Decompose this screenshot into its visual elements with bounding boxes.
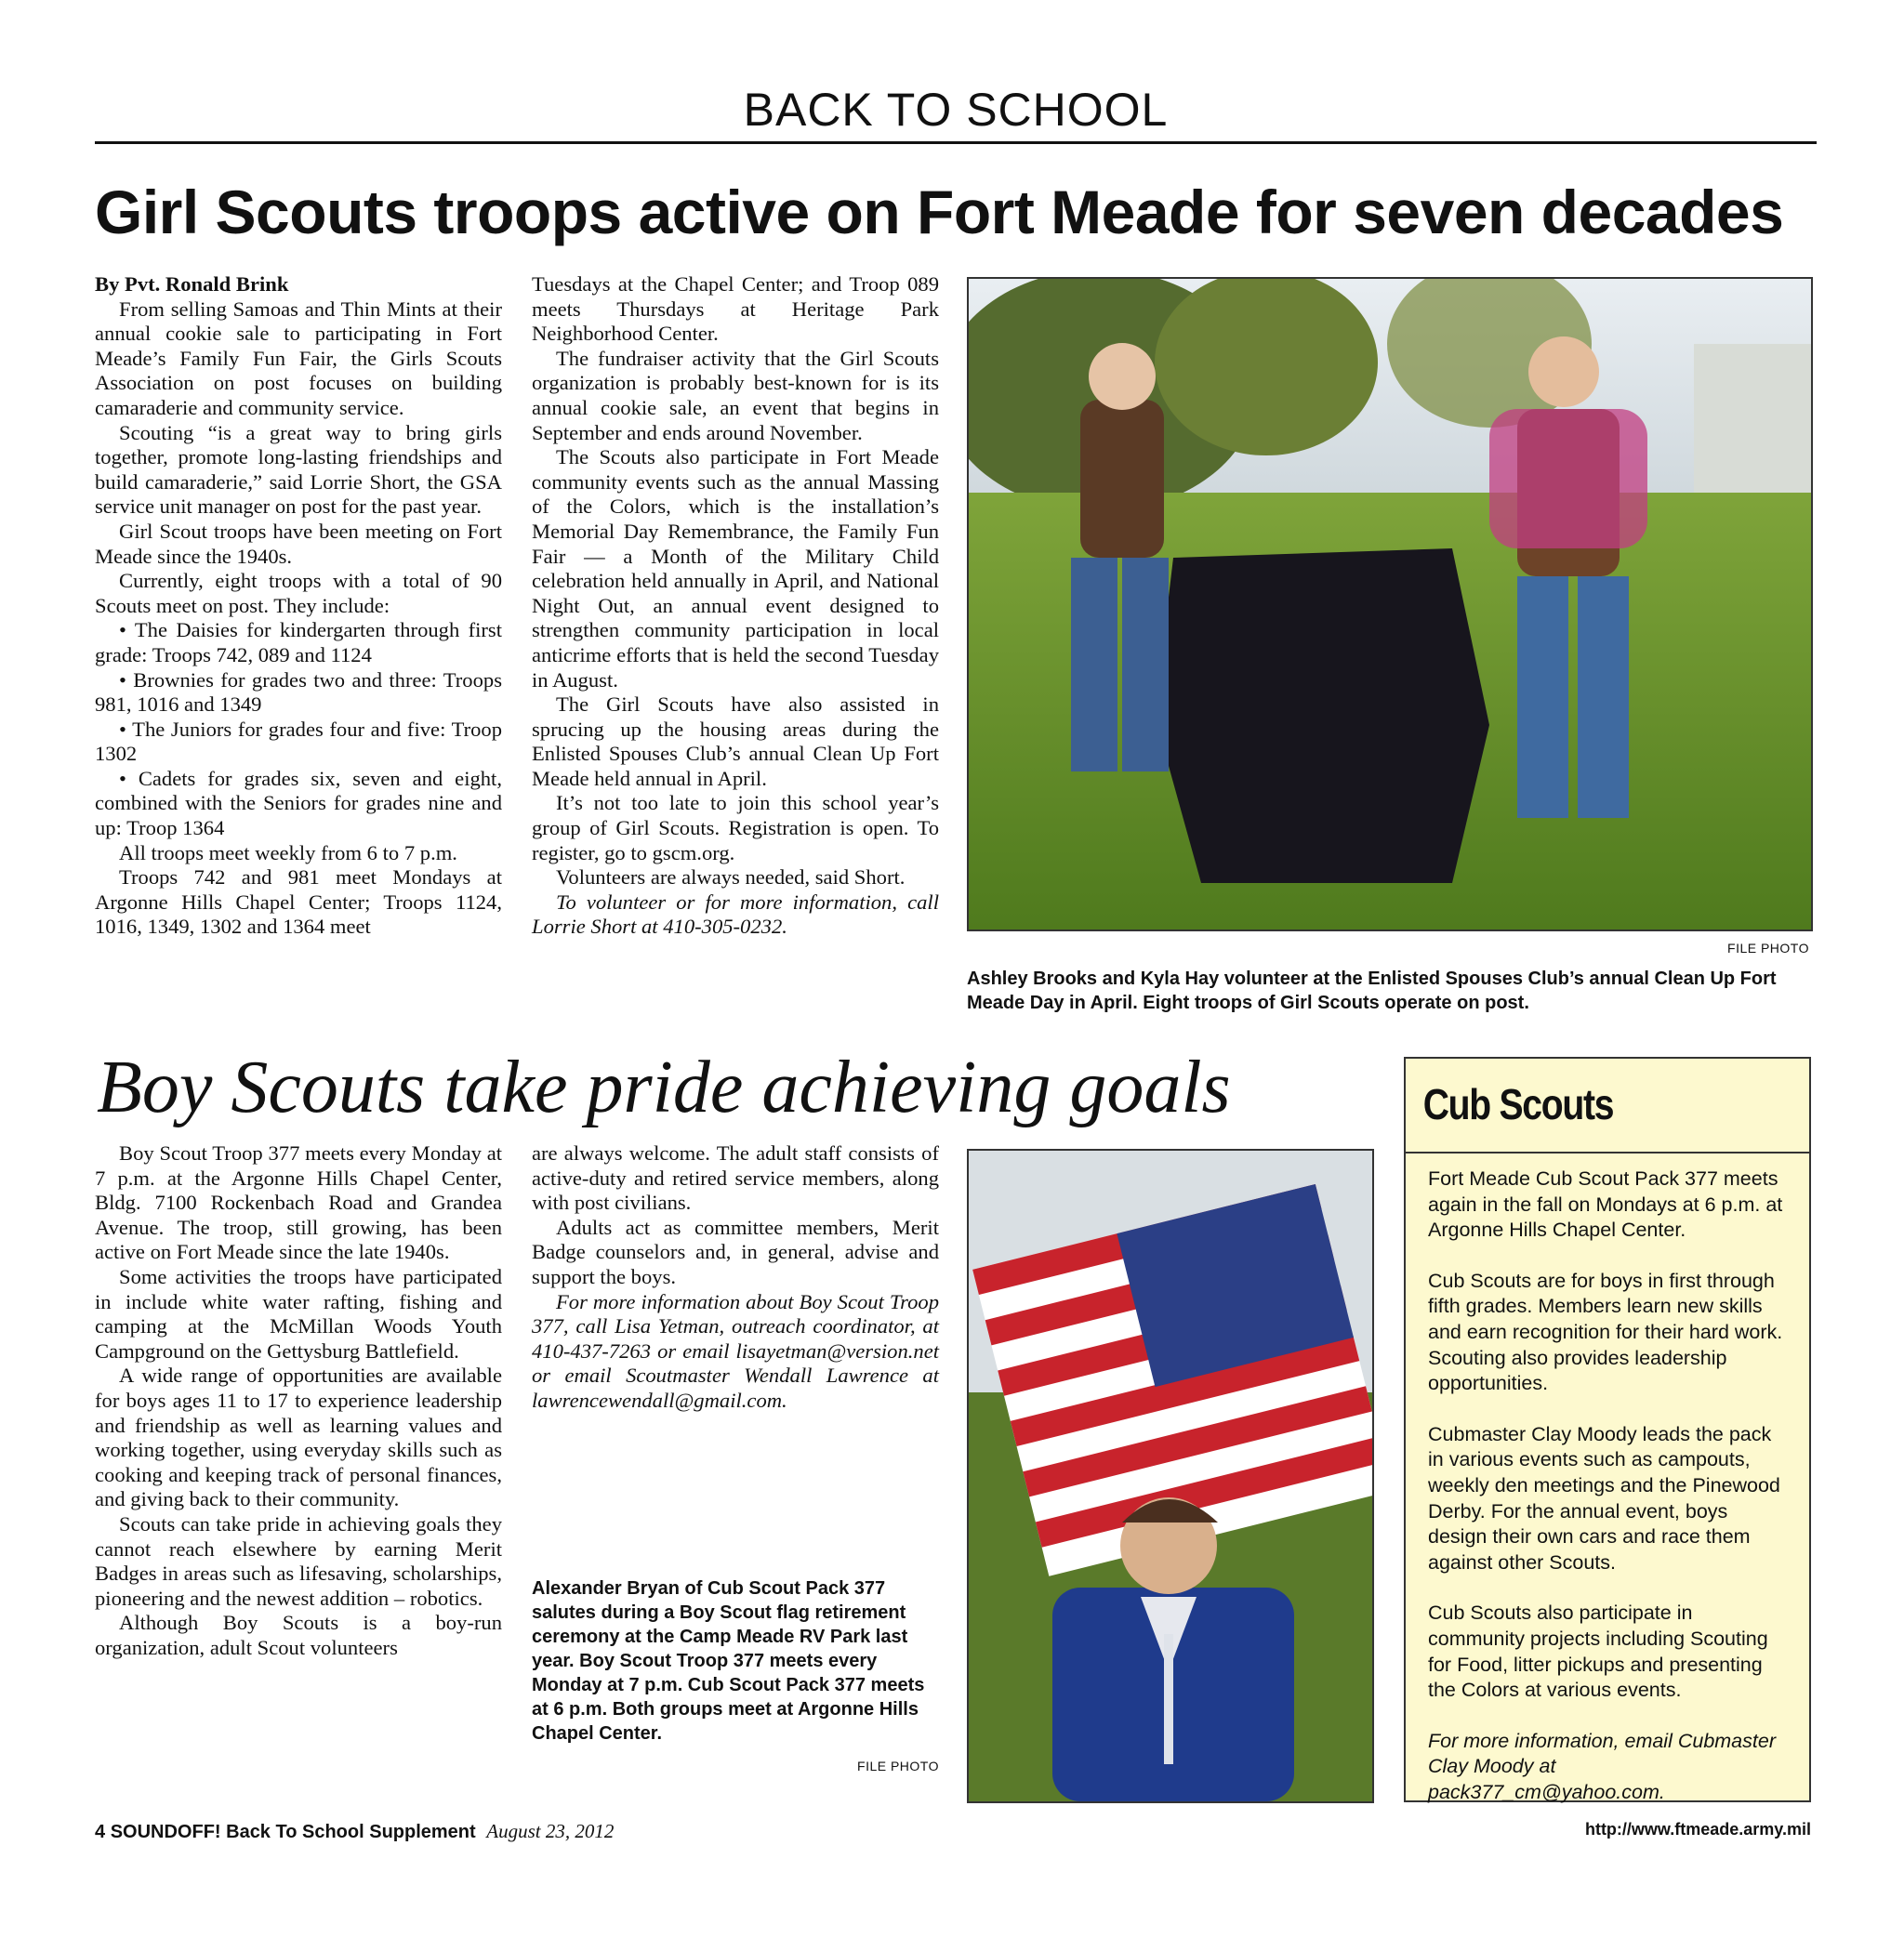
sidebar-title: Cub Scouts [1422, 1080, 1614, 1128]
paragraph: Currently, eight troops with a total of 90 Scouts meet on post. They include: [95, 569, 502, 617]
sidebar-paragraph: Cubmaster Clay Moody leads the pack in various events such as campouts, weekly den meetings and the Pinewood Derby. For the annual event, boys design their own cars and race them against other Scouts. [1428, 1422, 1780, 1574]
article-column-2 [532, 1141, 939, 1414]
article-column-1 [95, 272, 502, 940]
paragraph: A wide range of opportunities are available for boys ages 11 to 17 to experience leadership and friendship as well as learning values and working together, using everyday skills such as cooking and keeping track of personal finances, and giving back to their community. [95, 1364, 502, 1511]
photo-illustration [969, 1151, 1372, 1801]
section-title: BACK TO SCHOOL [743, 84, 1169, 136]
paragraph: The Scouts also participate in Fort Meade community events such as the annual Massing of the Colors, which is the installation’s Memorial Day Remembrance, the Family Fun Fair — a Month of the Military Child celebration held annually in April, and National Night Out, an annual event designed to strengthen community participation in local anticrime efforts that is held the second Tuesday in August. [532, 445, 939, 692]
photo-illustration [969, 279, 1811, 929]
publication-name: SOUNDOFF! Back To School Supplement [110, 1822, 476, 1842]
photo-credit: FILE PHOTO [1727, 941, 1809, 956]
page-footer [95, 1820, 614, 1843]
article-column-1 [95, 1141, 502, 1660]
paragraph: are always welcome. The adult staff consists of active-duty and retired service members, along with post civilians. [532, 1141, 939, 1215]
paragraph: Tuesdays at the Chapel Center; and Troop 089 meets Thursdays at Heritage Park Neighborhood Center. [532, 272, 939, 346]
sidebar-contact: For more information, email Cubmaster Clay Moody at pack377_cm@yahoo.com. [1428, 1729, 1776, 1803]
list-item: • The Juniors for grades four and five: Troop 1302 [95, 717, 502, 766]
paragraph: Volunteers are always needed, said Short. [556, 865, 906, 890]
page-number: 4 [95, 1822, 106, 1842]
sidebar-paragraph: Cub Scouts are for boys in first through fifth grades. Members learn new skills and earn recognition for their hard work. Scouting also provides leadership opportunities. [1428, 1269, 1783, 1395]
girl-scouts-photo [967, 277, 1813, 931]
paragraph: Although Boy Scouts is a boy-run organization, adult Scout volunteers [95, 1611, 502, 1659]
paragraph: Scouts can take pride in achieving goals they cannot reach elsewhere by earning Merit Badges in areas such as lifesaving, scholarships, pioneering and the newest addition – robotics. [95, 1511, 502, 1610]
paragraph: All troops meet weekly from 6 to 7 p.m. [119, 840, 457, 864]
paragraph: Girl Scout troops have been meeting on Fort Meade since the 1940s. [95, 519, 502, 568]
sidebar-paragraph: Cub Scouts also participate in community projects including Scouting for Food, litter pickups and presenting the Colors at various events. [1428, 1602, 1768, 1702]
article-headline: Girl Scouts troops active on Fort Meade for seven decades [95, 178, 1784, 246]
photo-caption: Ashley Brooks and Kyla Hay volunteer at the Enlisted Spouses Club’s annual Clean Up Fort Meade Day in April. Eight troops of Girl Scouts operate on post. [967, 969, 1777, 1013]
paragraph: Troops 742 and 981 meet Mondays at Argonne Hills Chapel Center; Troops 1124, 1016, 1349, 1302 and 1364 meet [95, 865, 502, 939]
paragraph: The fundraiser activity that the Girl Scouts organization is probably best-known for is its annual cookie sale, an event that begins in September and ends around November. [532, 346, 939, 444]
paragraph: Boy Scout Troop 377 meets every Monday at 7 p.m. at the Argonne Hills Chapel Center, Bldg. 7100 Rockenbach Road and Grandea Avenue. The troop, still growing, has been active on Fort Meade since the late 1940s. [95, 1141, 502, 1264]
photo-caption: Alexander Bryan of Cub Scout Pack 377 salutes during a Boy Scout flag retirement ceremony at the Camp Meade RV Park last year. Boy Scout Troop 377 meets every Monday at 7 p.m. Cub Scout Pack 377 meets at 6 p.m. Both groups meet at Argonne Hills Chapel Center. [532, 1578, 925, 1744]
contact-info: For more information about Boy Scout Troop 377, call Lisa Yetman, outreach coordinator, at 410-437-7263 or email lisayetman@version.net or email Scoutmaster Wendall Lawrence at lawrencewendall@gmail.com. [532, 1289, 939, 1412]
contact-info: To volunteer or for more information, call Lorrie Short at 410-305-0232. [532, 890, 939, 939]
footer-url[interactable]: http://www.ftmeade.army.mil [1584, 1820, 1811, 1839]
list-item: • The Daisies for kindergarten through first grade: Troops 742, 089 and 1124 [95, 618, 502, 666]
list-item: • Brownies for grades two and three: Troops 981, 1016 and 1349 [95, 667, 502, 717]
cub-scout-photo [967, 1149, 1374, 1803]
issue-date: August 23, 2012 [486, 1820, 615, 1842]
cub-scouts-sidebar [1404, 1057, 1811, 1802]
photo-credit: FILE PHOTO [857, 1759, 939, 1773]
list-item: • Cadets for grades six, seven and eight, combined with the Seniors for grades nine and up: Troop 1364 [95, 766, 502, 840]
paragraph: Some activities the troops have participated in include white water rafting, fishing and camping at the McMillan Woods Youth Campground on the Gettysburg Battlefield. [95, 1264, 502, 1363]
paragraph: From selling Samoas and Thin Mints at their annual cookie sale to participating in Fort Meade’s Family Fun Fair, the Girls Scouts Association on post focuses on building camaraderie and community service. [95, 297, 502, 419]
section-header [95, 82, 1817, 144]
byline: By Pvt. Ronald Brink [95, 272, 289, 296]
paragraph: Adults act as committee members, Merit Badge counselors and, in general, advise and support the boys. [532, 1215, 939, 1288]
article-column-2 [532, 272, 939, 940]
paragraph: Scouting “is a great way to bring girls together, promote long-lasting friendships and build camaraderie,” said Lorrie Short, the GSA service unit manager on post for the past year. [95, 420, 502, 519]
paragraph: The Girl Scouts have also assisted in sprucing up the housing areas during the Enlisted Spouses Club’s annual Clean Up Fort Meade held annual in April. [532, 692, 939, 790]
sidebar-paragraph: Fort Meade Cub Scout Pack 377 meets again in the fall on Mondays at 6 p.m. at Argonne Hills Chapel Center. [1428, 1167, 1783, 1242]
paragraph: It’s not too late to join this school year’s group of Girl Scouts. Registration is open. To register, go to gscm.org. [532, 791, 939, 864]
sidebar-body [1406, 1153, 1809, 1805]
article-headline: Boy Scouts take pride achieving goals [97, 1047, 1231, 1128]
